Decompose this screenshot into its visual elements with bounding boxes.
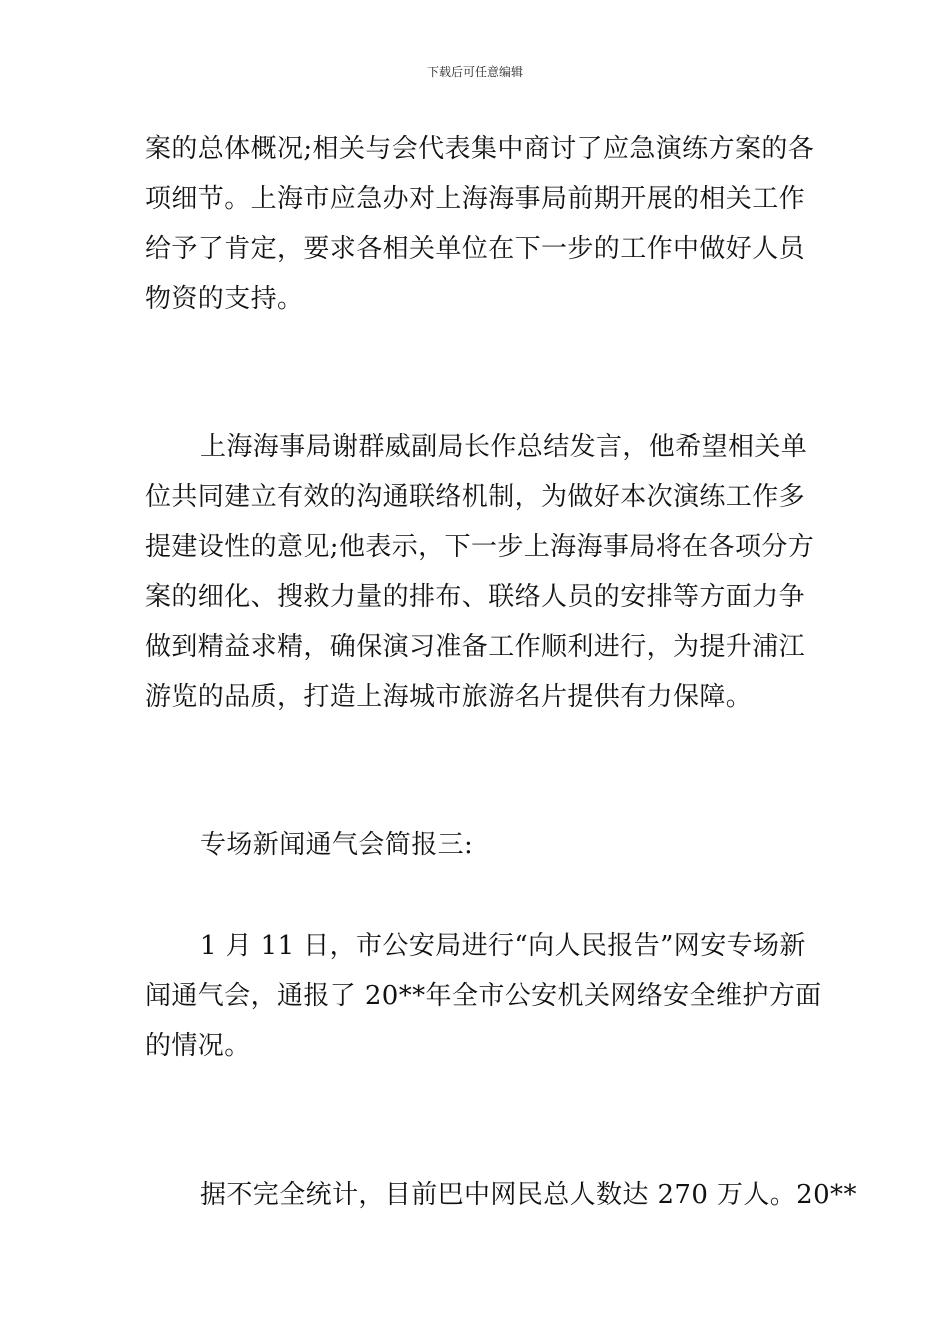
paragraph-line: 闻通气会，通报了 20**年全市公安机关网络安全维护方面 xyxy=(145,981,822,1011)
paragraph-line: 做到精益求精，确保演习准备工作顺利进行，为提升浦江 xyxy=(145,632,806,662)
paragraph-line: 游览的品质，打造上海城市旅游名片提供有力保障。 xyxy=(145,682,753,712)
paragraph-line: 项细节。上海市应急办对上海海事局前期开展的相关工作 xyxy=(145,184,806,214)
paragraph-line: 给予了肯定，要求各相关单位在下一步的工作中做好人员 xyxy=(145,234,806,264)
paragraph-line: 案的细化、搜救力量的排布、联络人员的安排等方面力争 xyxy=(145,582,806,612)
paragraph-line: 据不完全统计，目前巴中网民总人数达 270 万人。20** xyxy=(200,1180,857,1210)
paragraph-1 xyxy=(145,124,815,324)
paragraph-2 xyxy=(145,422,815,722)
paragraph-line: 上海海事局谢群威副局长作总结发言，他希望相关单 xyxy=(200,432,808,462)
paragraph-line: 的情况。 xyxy=(145,1031,251,1061)
paragraph-3 xyxy=(145,820,810,870)
paragraph-line: 提建设性的意见;他表示，下一步上海海事局将在各项分方 xyxy=(145,532,815,562)
paragraph-line: 专场新闻通气会简报三: xyxy=(200,830,474,860)
paragraph-line: 物资的支持。 xyxy=(145,284,304,314)
paragraph-line: 位共同建立有效的沟通联络机制，为做好本次演练工作多 xyxy=(145,482,806,512)
paragraph-line: 1 月 11 日，市公安局进行“向人民报告”网安专场新 xyxy=(200,931,806,961)
paragraph-line: 案的总体概况;相关与会代表集中商讨了应急演练方案的各 xyxy=(145,134,815,164)
paragraph-4 xyxy=(145,921,822,1071)
header-note: 下载后可任意编辑 xyxy=(426,65,523,79)
paragraph-5 xyxy=(145,1170,857,1220)
